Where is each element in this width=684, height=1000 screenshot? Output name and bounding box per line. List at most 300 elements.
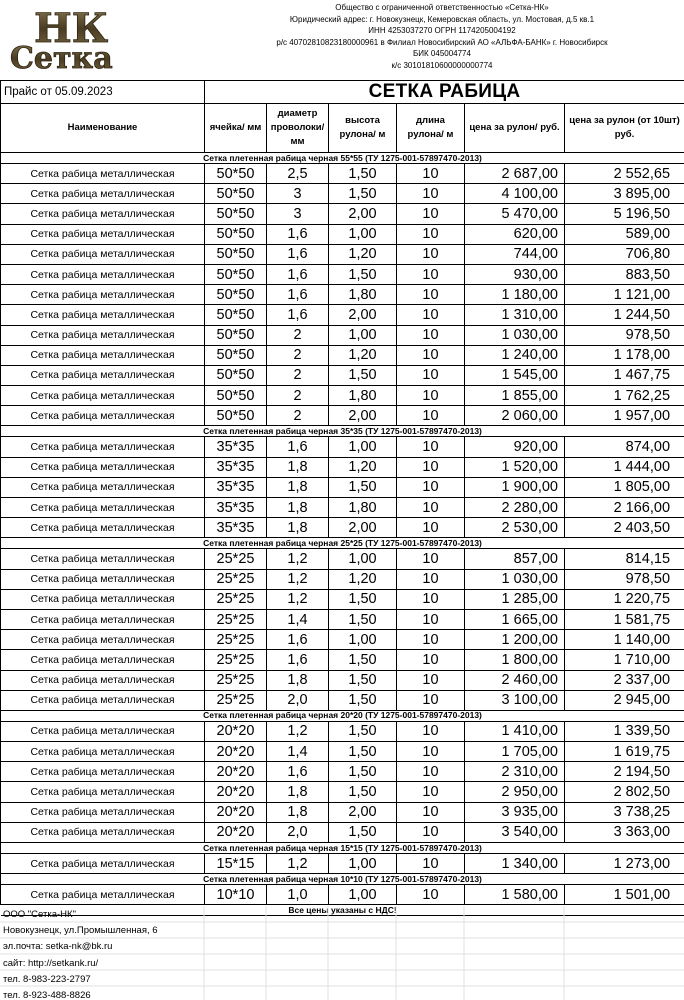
table-row [1,782,684,802]
roll-length: 10 [397,477,465,497]
roll-price: 1 580,00 [465,885,565,905]
roll-length: 10 [397,164,465,184]
section-header-row [1,710,684,721]
table-row [1,285,684,305]
roll-price: 2 280,00 [465,498,565,518]
product-name: Сетка рабица металлическая [1,305,205,325]
wire-diameter: 1,6 [267,630,329,650]
product-name: Сетка рабица металлическая [1,690,205,710]
roll-height: 1,50 [329,477,397,497]
roll-height: 1,50 [329,721,397,741]
roll-price: 2 687,00 [465,164,565,184]
contact-phone[interactable]: тел. 8-983-223-2797 [3,973,91,985]
mesh-cell: 50*50 [205,204,267,224]
table-row [1,822,684,842]
roll-price-bulk: 1 805,00 [565,477,684,497]
wire-diameter: 2,0 [267,822,329,842]
roll-price-bulk: 1 178,00 [565,345,684,365]
wire-diameter: 2,0 [267,690,329,710]
roll-length: 10 [397,457,465,477]
roll-price: 1 855,00 [465,386,565,406]
wire-diameter: 1,8 [267,477,329,497]
table-row [1,406,684,426]
section-header-row [1,426,684,437]
product-name: Сетка рабица металлическая [1,477,205,497]
table-row [1,204,684,224]
roll-price: 1 410,00 [465,721,565,741]
roll-length: 10 [397,721,465,741]
roll-price: 3 935,00 [465,802,565,822]
roll-height: 1,50 [329,365,397,385]
roll-length: 10 [397,569,465,589]
roll-length: 10 [397,285,465,305]
product-name: Сетка рабица металлическая [1,650,205,670]
roll-length: 10 [397,224,465,244]
contact-email[interactable]: эл.почта: setka-nk@bk.ru [3,941,113,953]
roll-height: 1,00 [329,437,397,457]
roll-height: 1,00 [329,549,397,569]
roll-price-bulk: 2 802,50 [565,782,684,802]
table-row [1,224,684,244]
vat-note: Все цены указаны с НДС! [1,905,684,916]
product-name: Сетка рабица металлическая [1,802,205,822]
roll-price-bulk: 978,50 [565,569,684,589]
roll-price: 1 705,00 [465,742,565,762]
table-row [1,670,684,690]
table-row [1,498,684,518]
mesh-cell: 35*35 [205,518,267,538]
wire-diameter: 1,8 [267,670,329,690]
document-header [0,0,684,80]
table-row [1,345,684,365]
roll-height: 1,50 [329,589,397,609]
roll-length: 10 [397,802,465,822]
roll-height: 1,80 [329,498,397,518]
roll-price-bulk: 1 501,00 [565,885,684,905]
roll-price: 1 800,00 [465,650,565,670]
section-title: Сетка плетенная рабица черная 35*35 (ТУ 1275-001-57897470-2013) [1,426,684,437]
product-name: Сетка рабица металлическая [1,345,205,365]
product-name: Сетка рабица металлическая [1,885,205,905]
product-name: Сетка рабица металлическая [1,609,205,629]
roll-height: 1,50 [329,822,397,842]
contact-company: ООО "Сетка-НК" [3,909,76,920]
table-row [1,365,684,385]
roll-price-bulk: 978,50 [565,325,684,345]
roll-price-bulk: 2 194,50 [565,762,684,782]
mesh-cell: 25*25 [205,589,267,609]
roll-length: 10 [397,690,465,710]
price-table [0,80,684,916]
table-row [1,244,684,264]
roll-height: 2,00 [329,802,397,822]
roll-price-bulk: 589,00 [565,224,684,244]
roll-price-bulk: 3 895,00 [565,184,684,204]
mesh-cell: 50*50 [205,325,267,345]
product-name: Сетка рабица металлическая [1,365,205,385]
wire-diameter: 1,4 [267,609,329,629]
product-name: Сетка рабица металлическая [1,457,205,477]
logo-top-text: НК [34,5,109,52]
product-name: Сетка рабица металлическая [1,224,205,244]
roll-price-bulk: 1 121,00 [565,285,684,305]
product-name: Сетка рабица металлическая [1,762,205,782]
roll-length: 10 [397,670,465,690]
roll-height: 1,00 [329,854,397,874]
section-title: Сетка плетенная рабица черная 10*10 (ТУ 1275-001-57897470-2013) [1,874,684,885]
section-title: Сетка плетенная рабица черная 15*15 (ТУ 1275-001-57897470-2013) [1,843,684,854]
wire-diameter: 2 [267,386,329,406]
wire-diameter: 1,2 [267,721,329,741]
roll-price: 930,00 [465,264,565,284]
wire-diameter: 2 [267,345,329,365]
roll-price: 1 030,00 [465,325,565,345]
roll-length: 10 [397,437,465,457]
product-name: Сетка рабица металлическая [1,204,205,224]
table-row [1,477,684,497]
mesh-cell: 20*20 [205,822,267,842]
roll-price: 1 240,00 [465,345,565,365]
mesh-cell: 50*50 [205,264,267,284]
wire-diameter: 3 [267,184,329,204]
column-header-row [1,104,684,153]
roll-price-bulk: 1 581,75 [565,609,684,629]
wire-diameter: 2 [267,406,329,426]
table-row [1,609,684,629]
roll-price: 1 285,00 [465,589,565,609]
roll-height: 1,50 [329,164,397,184]
wire-diameter: 1,8 [267,498,329,518]
contact-address: Новокузнецк, ул.Промышленная, 6 [3,925,158,937]
wire-diameter: 1,6 [267,650,329,670]
roll-height: 1,50 [329,742,397,762]
roll-height: 1,50 [329,690,397,710]
wire-diameter: 2,5 [267,164,329,184]
company-line: к/с 30101810600000000774 [391,60,493,70]
roll-price-bulk: 3 363,00 [565,822,684,842]
roll-price-bulk: 2 552,65 [565,164,684,184]
section-header-row [1,874,684,885]
section-title: Сетка плетенная рабица черная 20*20 (ТУ 1275-001-57897470-2013) [1,710,684,721]
roll-length: 10 [397,498,465,518]
wire-diameter: 1,8 [267,802,329,822]
roll-price-bulk: 874,00 [565,437,684,457]
mesh-cell: 25*25 [205,670,267,690]
table-row [1,386,684,406]
roll-price: 4 100,00 [465,184,565,204]
wire-diameter: 1,6 [267,264,329,284]
roll-height: 1,50 [329,184,397,204]
mesh-cell: 50*50 [205,244,267,264]
roll-length: 10 [397,609,465,629]
roll-length: 10 [397,782,465,802]
product-name: Сетка рабица металлическая [1,518,205,538]
product-name: Сетка рабица металлическая [1,854,205,874]
table-row [1,721,684,741]
roll-price-bulk: 2 403,50 [565,518,684,538]
wire-diameter: 1,0 [267,885,329,905]
mesh-cell: 50*50 [205,386,267,406]
roll-height: 1,50 [329,264,397,284]
wire-diameter: 3 [267,204,329,224]
roll-price: 2 060,00 [465,406,565,426]
section-header-row [1,153,684,164]
roll-price: 1 340,00 [465,854,565,874]
roll-price: 744,00 [465,244,565,264]
roll-length: 10 [397,854,465,874]
product-name: Сетка рабица металлическая [1,782,205,802]
mesh-cell: 35*35 [205,498,267,518]
table-row [1,164,684,184]
table-row [1,762,684,782]
roll-height: 2,00 [329,204,397,224]
roll-height: 1,00 [329,630,397,650]
table-row [1,589,684,609]
company-line: Общество с ограниченной ответственностью «Сетка-НК» [335,3,549,12]
company-logo [4,4,200,76]
roll-price-bulk: 1 957,00 [565,406,684,426]
roll-price: 3 540,00 [465,822,565,842]
table-row [1,690,684,710]
roll-price-bulk: 883,50 [565,264,684,284]
product-name: Сетка рабица металлическая [1,386,205,406]
product-name: Сетка рабица металлическая [1,742,205,762]
roll-height: 1,20 [329,569,397,589]
roll-height: 2,00 [329,518,397,538]
wire-diameter: 2 [267,365,329,385]
roll-height: 1,00 [329,885,397,905]
roll-price: 920,00 [465,437,565,457]
column-header-price: цена за рулон/ руб. [465,104,565,153]
roll-price: 1 520,00 [465,457,565,477]
table-row [1,885,684,905]
roll-length: 10 [397,742,465,762]
roll-height: 1,80 [329,285,397,305]
product-name: Сетка рабица металлическая [1,244,205,264]
roll-price: 2 530,00 [465,518,565,538]
roll-price-bulk: 1 762,25 [565,386,684,406]
table-row [1,802,684,822]
roll-price-bulk: 1 273,00 [565,854,684,874]
roll-price: 2 950,00 [465,782,565,802]
mesh-cell: 25*25 [205,690,267,710]
wire-diameter: 2 [267,325,329,345]
roll-height: 1,20 [329,345,397,365]
product-name: Сетка рабица металлическая [1,670,205,690]
roll-price-bulk: 1 619,75 [565,742,684,762]
roll-length: 10 [397,184,465,204]
roll-height: 1,20 [329,457,397,477]
roll-price: 1 180,00 [465,285,565,305]
table-row [1,742,684,762]
table-row [1,184,684,204]
product-name: Сетка рабица металлическая [1,822,205,842]
company-line: ИНН 4253037270 ОГРН 1174205004192 [368,26,516,36]
wire-diameter: 1,2 [267,549,329,569]
column-header-diameter: диаметр проволоки/ мм [267,104,329,153]
roll-price-bulk: 1 140,00 [565,630,684,650]
mesh-cell: 50*50 [205,285,267,305]
roll-price: 1 545,00 [465,365,565,385]
mesh-cell: 20*20 [205,782,267,802]
roll-price-bulk: 3 738,25 [565,802,684,822]
table-row [1,457,684,477]
mesh-cell: 20*20 [205,721,267,741]
roll-price: 2 460,00 [465,670,565,690]
roll-price: 1 310,00 [465,305,565,325]
roll-length: 10 [397,365,465,385]
roll-price-bulk: 2 166,00 [565,498,684,518]
product-name: Сетка рабица металлическая [1,285,205,305]
roll-length: 10 [397,822,465,842]
roll-price-bulk: 1 467,75 [565,365,684,385]
table-row [1,630,684,650]
roll-length: 10 [397,345,465,365]
product-name: Сетка рабица металлическая [1,589,205,609]
wire-diameter: 1,8 [267,782,329,802]
product-name: Сетка рабица металлическая [1,184,205,204]
mesh-cell: 20*20 [205,802,267,822]
wire-diameter: 1,6 [267,244,329,264]
table-row [1,305,684,325]
roll-height: 1,50 [329,650,397,670]
product-name: Сетка рабица металлическая [1,498,205,518]
roll-price-bulk: 1 244,50 [565,305,684,325]
roll-length: 10 [397,406,465,426]
table-row [1,549,684,569]
table-row [1,650,684,670]
roll-height: 1,50 [329,609,397,629]
mesh-cell: 50*50 [205,224,267,244]
price-date: Прайс от 05.09.2023 [1,81,205,104]
roll-height: 1,50 [329,670,397,690]
section-title: Сетка плетенная рабица черная 55*55 (ТУ 1275-001-57897470-2013) [1,153,684,164]
roll-length: 10 [397,589,465,609]
mesh-cell: 15*15 [205,854,267,874]
roll-price-bulk: 1 710,00 [565,650,684,670]
product-name: Сетка рабица металлическая [1,630,205,650]
mesh-cell: 25*25 [205,569,267,589]
column-header-cell: ячейка/ мм [205,104,267,153]
company-line: р/с 40702810823180000961 в Филиал Новосибирский АО «АЛЬФА-БАНК» г. Новосибирск [276,37,608,47]
roll-height: 1,00 [329,325,397,345]
table-row [1,437,684,457]
roll-length: 10 [397,264,465,284]
wire-diameter: 1,4 [267,742,329,762]
roll-price: 1 900,00 [465,477,565,497]
roll-length: 10 [397,885,465,905]
roll-price: 1 200,00 [465,630,565,650]
table-row [1,854,684,874]
mesh-cell: 25*25 [205,549,267,569]
logo-graphic [4,4,200,76]
mesh-cell: 25*25 [205,630,267,650]
roll-height: 1,20 [329,244,397,264]
product-name: Сетка рабица металлическая [1,549,205,569]
roll-height: 2,00 [329,406,397,426]
mesh-cell: 35*35 [205,457,267,477]
roll-height: 1,50 [329,762,397,782]
company-line: БИК 045004774 [413,49,471,59]
product-name: Сетка рабица металлическая [1,721,205,741]
contacts-block [3,907,158,1000]
roll-price-bulk: 1 339,50 [565,721,684,741]
product-name: Сетка рабица металлическая [1,164,205,184]
roll-height: 2,00 [329,305,397,325]
title-row [1,81,684,104]
wire-diameter: 1,8 [267,457,329,477]
roll-price-bulk: 1 444,00 [565,457,684,477]
mesh-cell: 35*35 [205,477,267,497]
product-name: Сетка рабица металлическая [1,406,205,426]
mesh-cell: 50*50 [205,365,267,385]
product-name: Сетка рабица металлическая [1,325,205,345]
section-title: Сетка плетенная рабица черная 25*25 (ТУ 1275-001-57897470-2013) [1,538,684,549]
roll-price-bulk: 1 220,75 [565,589,684,609]
mesh-cell: 20*20 [205,742,267,762]
sheet-title: СЕТКА РАБИЦА [205,81,684,104]
section-header-row [1,538,684,549]
mesh-cell: 20*20 [205,762,267,782]
wire-diameter: 1,2 [267,569,329,589]
table-row [1,325,684,345]
roll-height: 1,00 [329,224,397,244]
mesh-cell: 50*50 [205,406,267,426]
product-name: Сетка рабица металлическая [1,264,205,284]
column-header-price-bulk: цена за рулон (от 10шт) руб. [565,104,684,153]
wire-diameter: 1,6 [267,437,329,457]
product-name: Сетка рабица металлическая [1,569,205,589]
contact-website[interactable]: сайт: http://setkank.ru/ [3,957,99,969]
logo-bottom-text: Сетка [10,41,113,76]
roll-price: 2 310,00 [465,762,565,782]
roll-length: 10 [397,549,465,569]
wire-diameter: 1,6 [267,224,329,244]
column-header-length: длина рулона/ м [397,104,465,153]
roll-price-bulk: 2 337,00 [565,670,684,690]
roll-height: 1,80 [329,386,397,406]
company-details [200,2,684,72]
roll-length: 10 [397,518,465,538]
wire-diameter: 1,6 [267,762,329,782]
mesh-cell: 50*50 [205,164,267,184]
roll-length: 10 [397,762,465,782]
mesh-cell: 50*50 [205,345,267,365]
mesh-cell: 10*10 [205,885,267,905]
mesh-cell: 35*35 [205,437,267,457]
mesh-cell: 25*25 [205,650,267,670]
column-header-height: высота рулона/ м [329,104,397,153]
roll-price-bulk: 5 196,50 [565,204,684,224]
contact-phone[interactable]: тел. 8-923-488-8826 [3,990,91,1000]
roll-length: 10 [397,204,465,224]
wire-diameter: 1,2 [267,589,329,609]
roll-length: 10 [397,244,465,264]
roll-price: 620,00 [465,224,565,244]
wire-diameter: 1,8 [267,518,329,538]
roll-price-bulk: 706,80 [565,244,684,264]
table-row [1,518,684,538]
roll-price-bulk: 814,15 [565,549,684,569]
roll-length: 10 [397,630,465,650]
wire-diameter: 1,2 [267,854,329,874]
roll-price: 857,00 [465,549,565,569]
section-header-row [1,843,684,854]
mesh-cell: 50*50 [205,305,267,325]
wire-diameter: 1,6 [267,285,329,305]
roll-price: 1 030,00 [465,569,565,589]
roll-length: 10 [397,386,465,406]
